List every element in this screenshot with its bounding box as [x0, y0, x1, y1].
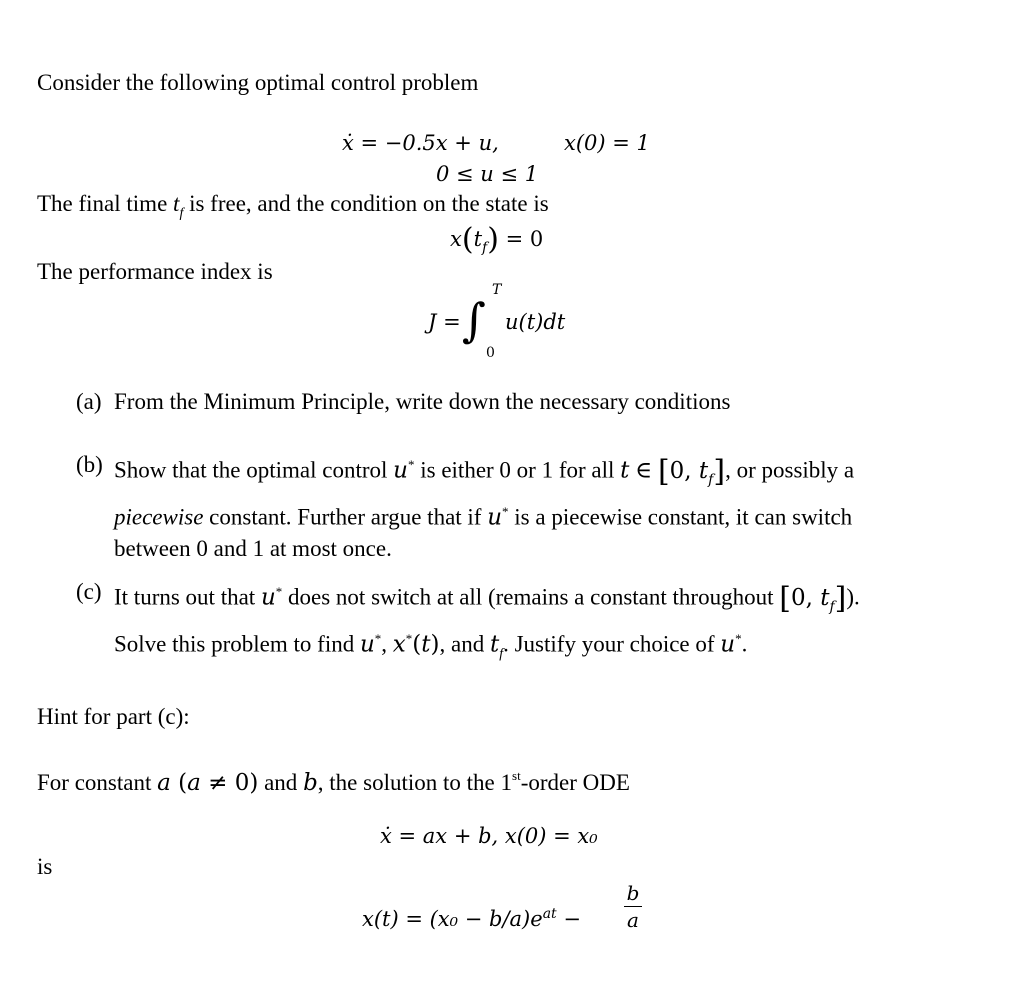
part-c-text: It turns out that u* does not switch at all (remains a constant throughout [0, $t_f$]). Solve this problem to find u*, x*(t), and $t_f$. Justify your choice of u*.: [114, 580, 860, 662]
part-b-text: Show that the optimal control u* is either 0 or 1 for all t ∈ [0, $t_f$], or possibly a piecewise constant. Further argue that if u* is a piecewise constant, it can switch between 0 and 1 at most once.: [114, 453, 855, 562]
hint-title: Hint for part (c):: [37, 704, 190, 729]
is-word: is: [37, 854, 53, 879]
hint-fraction: b a: [624, 882, 642, 931]
integral-sign: ∫: [462, 293, 486, 347]
part-a-text: From the Minimum Principle, write down the necessary conditions: [114, 389, 731, 414]
part-b: [76, 449, 976, 562]
initial-condition: x(0) = 1: [564, 131, 650, 155]
dynamics-equation: ẋ = −0.5x + u,: [342, 131, 499, 155]
intro-text: Consider the following optimal control problem: [37, 70, 479, 95]
final-time-sentence: The final time $t_f$ is free, and the condition on the state is: [37, 191, 549, 221]
part-a-label: (a): [76, 389, 102, 414]
cost-integrand: u(t)dt: [505, 310, 566, 334]
part-c-label: (c): [76, 579, 102, 604]
performance-text: The performance index is: [37, 259, 273, 284]
integral-lower-limit: 0: [486, 345, 495, 361]
terminal-condition: $x(t_f) = 0$: [450, 222, 544, 257]
cost-lhs: J =: [428, 310, 461, 334]
part-c: [76, 576, 976, 662]
part-b-label: (b): [76, 452, 103, 477]
part-a: [76, 386, 976, 417]
hint-sentence: For constant a (a ≠ 0) and b, the solution to the 1st-order ODE: [37, 768, 630, 796]
integral-upper-limit: T: [492, 282, 502, 298]
control-constraint: 0 ≤ u ≤ 1: [436, 162, 539, 186]
hint-ode: ẋ = ax + b, x(0) = x₀: [380, 824, 598, 848]
hint-solution: $x(t) = (x_0 - b/a)e^{at}$ −: [362, 906, 581, 931]
